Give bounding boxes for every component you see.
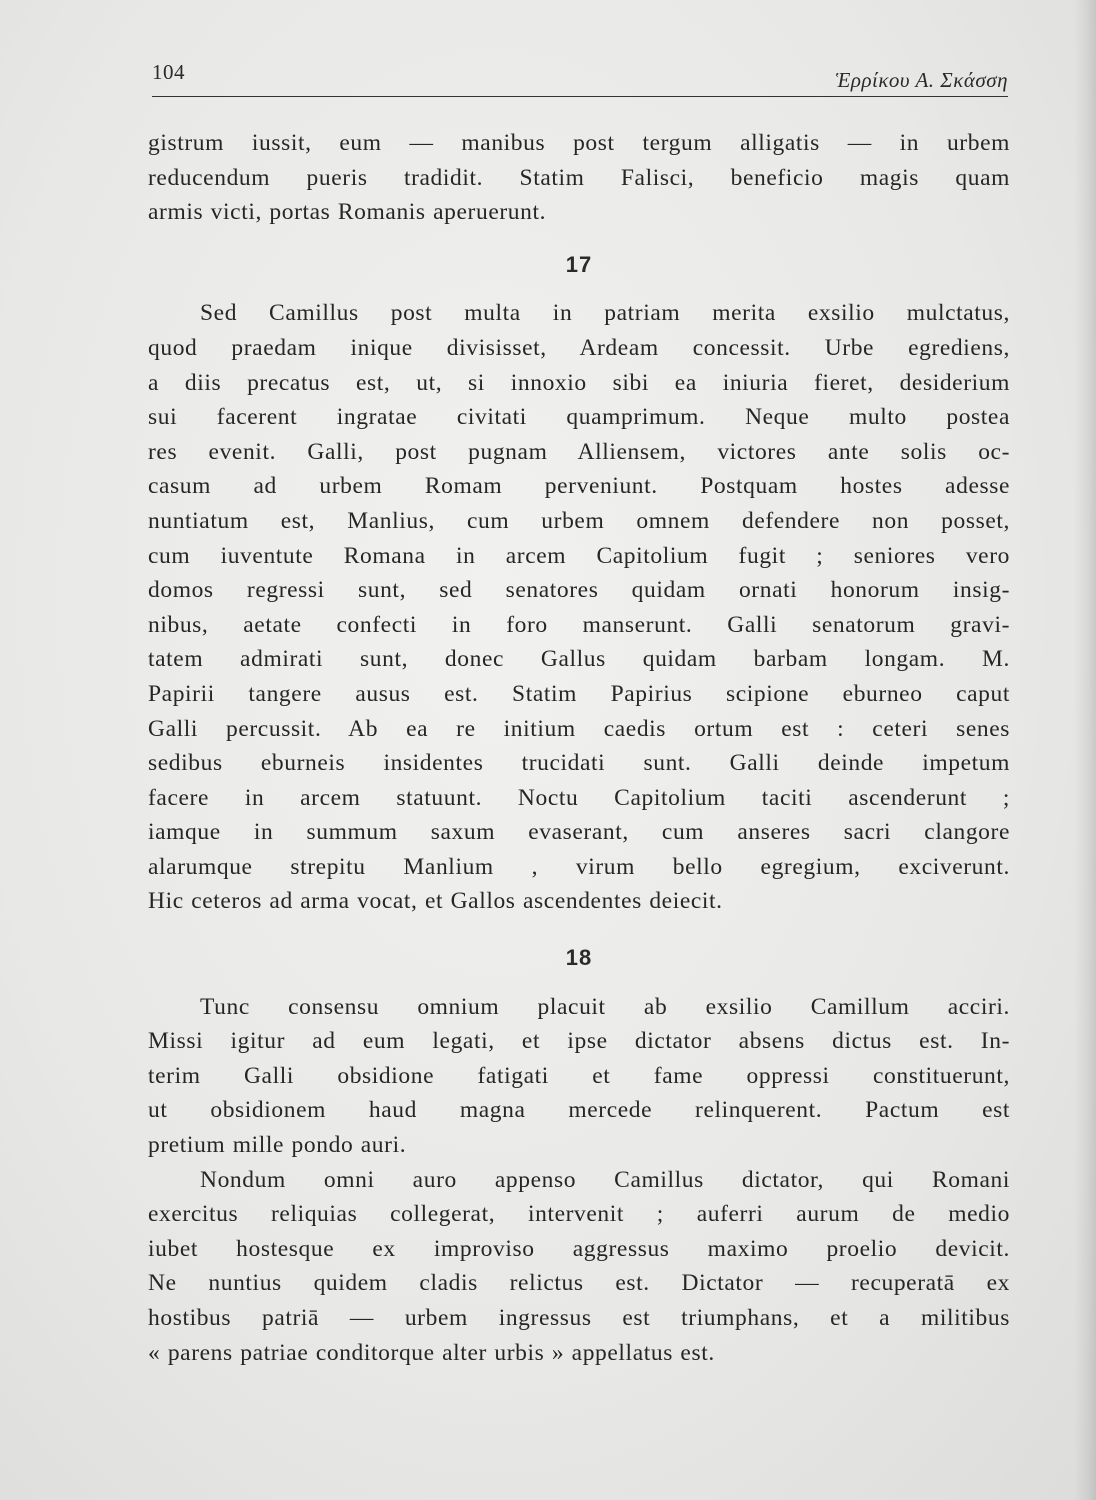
text-line: Papirii tangere ausus est. Statim Papirius scipione eburneo caput bbox=[148, 680, 1010, 707]
text-line: domos regressi sunt, sed senatores quidam ornati honorum insig- bbox=[148, 577, 1010, 604]
section-number-18: 18 bbox=[565, 945, 593, 971]
text-line: alarumque strepitu Manlium , virum bello egregium, exciverunt. bbox=[148, 853, 1010, 880]
text-line: nuntiatum est, Manlius, cum urbem omnem defendere non posset, bbox=[148, 507, 1010, 534]
text-line: gistrum iussit, eum — manibus post tergum alligatis — in urbem bbox=[148, 130, 1010, 156]
section-18-paragraph-1 bbox=[148, 990, 1010, 1163]
section-17-paragraph bbox=[148, 296, 1010, 919]
intro-paragraph bbox=[148, 126, 1010, 230]
header-rule bbox=[152, 96, 1008, 97]
body-text bbox=[148, 126, 1010, 1370]
page-edge-shadow bbox=[1074, 0, 1096, 1500]
text-line: reducendum pueris tradidit. Statim Falisci, beneficio magis quam bbox=[148, 164, 1010, 191]
section-18-paragraph-2 bbox=[148, 1163, 1010, 1371]
text-line: sedibus eburneis insidentes trucidati sunt. Galli deinde impetum bbox=[148, 750, 1010, 777]
text-line: ut obsidionem haud magna mercede relinquerent. Pactum est bbox=[148, 1097, 1010, 1124]
text-line: Missi igitur ad eum legati, et ipse dictator absens dictus est. In- bbox=[148, 1028, 1010, 1055]
text-line: Tunc consensu omnium placuit ab exsilio Camillum acciri. bbox=[200, 993, 1010, 1020]
text-line: casum ad urbem Romam perveniunt. Postquam hostes adesse bbox=[148, 473, 1010, 500]
text-line: armis victi, portas Romanis aperuerunt. bbox=[148, 199, 547, 226]
text-line: terim Galli obsidione fatigati et fame oppressi constituerunt, bbox=[148, 1062, 1010, 1089]
text-line: pretium mille pondo auri. bbox=[148, 1132, 407, 1159]
text-line: Galli percussit. Ab ea re initium caedis ortum est : ceteri senes bbox=[148, 715, 1010, 742]
text-line: Nondum omni auro appenso Camillus dictator, qui Romani bbox=[200, 1166, 1010, 1193]
text-line: exercitus reliquias collegerat, intervenit ; auferri aurum de medio bbox=[148, 1201, 1010, 1228]
text-line: hostibus patriā — urbem ingressus est triumphans, et a militibus bbox=[148, 1305, 1010, 1331]
text-line: nibus, aetate confecti in foro manserunt. Galli senatorum gravi- bbox=[148, 611, 1010, 638]
running-title: Ἑρρίκου Α. Σκάσση bbox=[835, 68, 1008, 92]
text-line: sui facerent ingratae civitati quamprimum. Neque multo postea bbox=[148, 404, 1010, 431]
section-number-17: 17 bbox=[565, 251, 593, 277]
text-line: Ne nuntius quidem cladis relictus est. Dictator — recuperatā ex bbox=[148, 1270, 1010, 1297]
running-head bbox=[152, 58, 1008, 98]
text-line: facere in arcem statuunt. Noctu Capitolium taciti ascenderunt ; bbox=[148, 784, 1010, 811]
text-line: a diis precatus est, ut, si innoxio sibi ea iniuria fieret, desiderium bbox=[148, 369, 1010, 396]
text-line: tatem admirati sunt, donec Gallus quidam barbam longam. M. bbox=[148, 646, 1010, 673]
page-number: 104 bbox=[152, 60, 185, 84]
text-line: « parens patriae conditorque alter urbis » appellatus est. bbox=[148, 1339, 715, 1366]
text-line: cum iuventute Romana in arcem Capitolium fugit ; seniores vero bbox=[148, 542, 1010, 569]
text-line: Hic ceteros ad arma vocat, et Gallos ascendentes deiecit. bbox=[148, 888, 723, 915]
text-line: Sed Camillus post multa in patriam merita exsilio mulctatus, bbox=[200, 300, 1010, 327]
text-line: iubet hostesque ex improviso aggressus maximo proelio devicit. bbox=[148, 1235, 1010, 1262]
text-line: quod praedam inique divisisset, Ardeam concessit. Urbe egrediens, bbox=[148, 334, 1010, 361]
text-line: iamque in summum saxum evaserant, cum anseres sacri clangore bbox=[148, 819, 1010, 846]
text-line: res evenit. Galli, post pugnam Alliensem, victores ante solis oc- bbox=[148, 438, 1010, 465]
